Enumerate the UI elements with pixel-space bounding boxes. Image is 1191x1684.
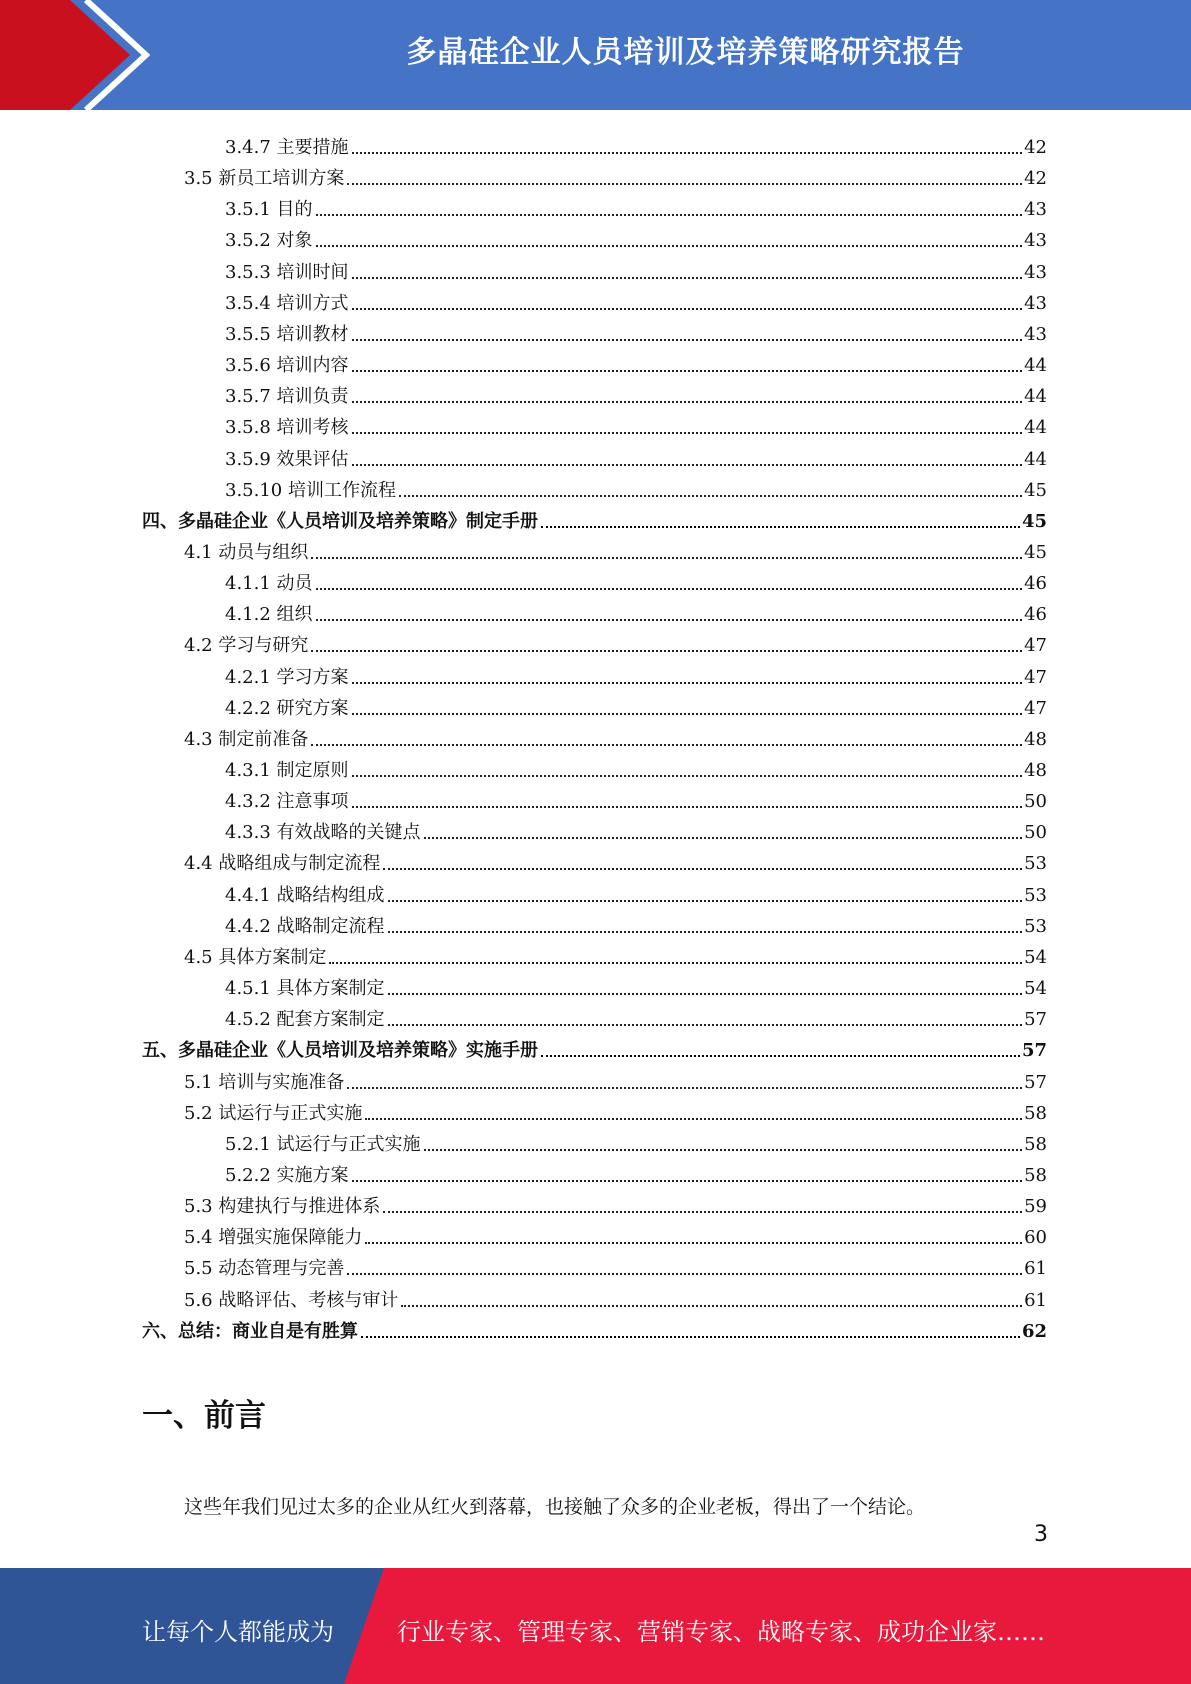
toc-entry-label: 4.3.3 有效战略的关键点 <box>225 822 421 844</box>
toc-entry-label: 4.5.2 配套方案制定 <box>225 1009 385 1031</box>
toc-entry-page: 46 <box>1024 573 1047 595</box>
toc-entry-label: 3.5.2 对象 <box>225 230 313 252</box>
toc-entry-label: 4.1.2 组织 <box>225 604 313 626</box>
toc-entry-label: 4.3.2 注意事项 <box>225 791 349 813</box>
toc-dot-leader <box>316 618 1023 621</box>
page-number: 3 <box>1034 1522 1048 1547</box>
toc-entry[interactable] <box>184 1281 1047 1312</box>
footer-slogan-left: 让每个人都能成为 <box>142 1618 334 1646</box>
toc-entry-label: 4.4.2 战略制定流程 <box>225 915 385 937</box>
toc-entry-page: 44 <box>1024 355 1047 377</box>
toc-entry[interactable] <box>184 1218 1047 1249</box>
header-chevron-decoration <box>0 0 150 110</box>
toc-entry-page: 48 <box>1024 728 1047 750</box>
toc-dot-leader <box>388 899 1023 902</box>
toc-entry-page: 53 <box>1024 884 1047 906</box>
toc-entry[interactable] <box>225 1000 1047 1031</box>
toc-entry[interactable] <box>225 377 1047 408</box>
toc-entry[interactable] <box>225 1125 1047 1156</box>
toc-entry-page: 61 <box>1024 1289 1047 1311</box>
toc-dot-leader <box>361 1335 1020 1338</box>
toc-entry[interactable] <box>225 907 1047 938</box>
toc-entry[interactable] <box>142 1312 1047 1343</box>
toc-entry-label: 四、多晶硅企业《人员培训及培养策略》制定手册 <box>142 510 538 532</box>
toc-dot-leader <box>329 961 1022 964</box>
toc-entry-page: 60 <box>1024 1227 1047 1249</box>
toc-entry-label: 五、多晶硅企业《人员培训及培养策略》实施手册 <box>142 1040 538 1062</box>
toc-entry-page: 50 <box>1024 822 1047 844</box>
toc-entry-label: 5.1 培训与实施准备 <box>184 1071 345 1093</box>
toc-dot-leader <box>541 525 1020 528</box>
toc-entry[interactable] <box>225 876 1047 907</box>
toc-dot-leader <box>352 681 1023 684</box>
toc-entry[interactable] <box>225 346 1047 377</box>
toc-entry-label: 3.5.5 培训教材 <box>225 323 349 345</box>
toc-entry-page: 59 <box>1024 1196 1047 1218</box>
toc-entry-label: 3.4.7 主要措施 <box>225 137 349 158</box>
toc-dot-leader <box>388 930 1023 933</box>
toc-dot-leader <box>316 213 1023 216</box>
toc-entry[interactable] <box>184 533 1047 564</box>
toc-dot-leader <box>352 431 1023 434</box>
toc-entry-page: 57 <box>1021 1040 1047 1062</box>
toc-dot-leader <box>347 1272 1022 1275</box>
toc-entry-page: 42 <box>1024 168 1047 190</box>
toc-entry-page: 47 <box>1024 666 1047 688</box>
toc-entry-label: 5.2.2 实施方案 <box>225 1164 349 1186</box>
toc-dot-leader <box>424 836 1023 839</box>
toc-entry[interactable] <box>225 408 1047 439</box>
toc-entry-page: 57 <box>1024 1009 1047 1031</box>
toc-entry-label: 4.3 制定前准备 <box>184 728 309 750</box>
toc-dot-leader <box>347 182 1022 185</box>
toc-entry[interactable] <box>225 440 1047 471</box>
toc-entry-label: 3.5.3 培训时间 <box>225 261 349 283</box>
toc-entry[interactable] <box>142 1031 1047 1062</box>
toc-entry-label: 4.4 战略组成与制定流程 <box>184 853 381 875</box>
toc-entry-page: 58 <box>1024 1164 1047 1186</box>
toc-entry-page: 54 <box>1024 946 1047 968</box>
toc-entry-page: 47 <box>1024 697 1047 719</box>
toc-entry-label: 5.4 增强实施保障能力 <box>184 1227 363 1249</box>
toc-entry-label: 3.5.7 培训负责 <box>225 386 349 408</box>
toc-entry-page: 42 <box>1024 137 1047 158</box>
toc-dot-leader <box>311 556 1022 559</box>
toc-entry[interactable] <box>225 471 1047 502</box>
toc-dot-leader <box>316 587 1023 590</box>
toc-entry-page: 47 <box>1024 635 1047 657</box>
toc-entry-label: 4.4.1 战略结构组成 <box>225 884 385 906</box>
toc-entry-page: 43 <box>1024 323 1047 345</box>
toc-entry[interactable] <box>184 938 1047 969</box>
toc-entry-page: 43 <box>1024 261 1047 283</box>
toc-entry-label: 5.2 试运行与正式实施 <box>184 1102 363 1124</box>
toc-entry-page: 45 <box>1024 541 1047 563</box>
toc-entry-label: 4.2 学习与研究 <box>184 635 309 657</box>
toc-entry-label: 5.5 动态管理与完善 <box>184 1258 345 1280</box>
toc-entry-label: 3.5.1 目的 <box>225 199 313 221</box>
toc-dot-leader <box>352 774 1023 777</box>
toc-entry[interactable] <box>184 1094 1047 1125</box>
toc-dot-leader <box>316 244 1023 247</box>
toc-entry-page: 58 <box>1024 1102 1047 1124</box>
toc-entry[interactable] <box>225 284 1047 315</box>
toc-entry[interactable] <box>225 221 1047 252</box>
toc-dot-leader <box>352 1179 1023 1182</box>
toc-entry[interactable] <box>184 1063 1047 1094</box>
toc-dot-leader <box>541 1054 1020 1057</box>
toc-entry-label: 4.5.1 具体方案制定 <box>225 978 385 1000</box>
toc-dot-leader <box>383 867 1022 870</box>
toc-entry-page: 43 <box>1024 199 1047 221</box>
toc-entry[interactable] <box>225 190 1047 221</box>
toc-entry-label: 4.3.1 制定原则 <box>225 760 349 781</box>
toc-entry-label: 5.6 战略评估、考核与审计 <box>184 1289 399 1311</box>
toc-entry-page: 54 <box>1024 978 1047 1000</box>
body-paragraph: 这些年我们见过太多的企业从红火到落幕，也接触了众多的企业老板，得出了一个结论。 <box>184 1496 926 1518</box>
toc-entry[interactable] <box>184 159 1047 190</box>
toc-dot-leader <box>352 712 1023 715</box>
toc-entry-label: 3.5.10 培训工作流程 <box>225 479 396 501</box>
toc-entry-label: 4.5 具体方案制定 <box>184 946 327 968</box>
toc-dot-leader <box>352 463 1023 466</box>
toc-entry-label: 4.2.2 研究方案 <box>225 697 349 719</box>
toc-entry-page: 46 <box>1024 604 1047 626</box>
toc-entry[interactable] <box>142 502 1047 533</box>
footer-slogan-right: 行业专家、管理专家、营销专家、战略专家、成功企业家…… <box>397 1618 1045 1646</box>
toc-entry-page: 57 <box>1024 1071 1047 1093</box>
toc-dot-leader <box>352 151 1023 154</box>
toc-dot-leader <box>401 1304 1022 1307</box>
toc-entry-page: 44 <box>1024 386 1047 408</box>
toc-entry[interactable] <box>225 658 1047 689</box>
toc-entry[interactable] <box>225 595 1047 626</box>
toc-entry-label: 3.5 新员工培训方案 <box>184 168 345 190</box>
toc-dot-leader <box>424 1148 1023 1151</box>
toc-dot-leader <box>399 494 1022 497</box>
toc-entry-page: 43 <box>1024 230 1047 252</box>
toc-entry-label: 3.5.4 培训方式 <box>225 292 349 314</box>
toc-entry-label: 5.2.1 试运行与正式实施 <box>225 1133 421 1155</box>
toc-dot-leader <box>365 1117 1022 1120</box>
toc-entry-label: 4.1 动员与组织 <box>184 541 309 563</box>
toc-entry[interactable] <box>184 844 1047 875</box>
report-title: 多晶硅企业人员培训及培养策略研究报告 <box>406 35 965 70</box>
toc-entry-label: 3.5.8 培训考核 <box>225 417 349 439</box>
toc-entry[interactable] <box>225 813 1047 844</box>
section-heading: 一、前言 <box>142 1398 266 1434</box>
toc-dot-leader <box>352 400 1023 403</box>
toc-dot-leader <box>352 805 1023 808</box>
toc-dot-leader <box>311 743 1022 746</box>
toc-entry-page: 45 <box>1024 479 1047 501</box>
toc-entry[interactable] <box>225 689 1047 720</box>
toc-entry[interactable] <box>184 1187 1047 1218</box>
toc-entry-page: 43 <box>1024 292 1047 314</box>
toc-entry[interactable] <box>184 720 1047 751</box>
toc-dot-leader <box>352 307 1023 310</box>
page-header <box>0 0 1191 110</box>
toc-dot-leader <box>388 992 1023 995</box>
toc-entry-page: 44 <box>1024 417 1047 439</box>
toc-entry[interactable] <box>225 1156 1047 1187</box>
toc-entry-label: 5.3 构建执行与推进体系 <box>184 1196 381 1218</box>
toc-entry[interactable] <box>225 128 1047 159</box>
toc-entry-page: 62 <box>1021 1320 1047 1342</box>
toc-entry-page: 58 <box>1024 1133 1047 1155</box>
toc-entry-page: 45 <box>1021 510 1047 532</box>
toc-entry[interactable] <box>225 969 1047 1000</box>
toc-entry[interactable] <box>225 751 1047 782</box>
toc-entry[interactable] <box>184 626 1047 657</box>
toc-entry-page: 48 <box>1024 760 1047 781</box>
toc-entry-label: 六、总结：商业自是有胜算 <box>142 1320 358 1342</box>
toc-entry[interactable] <box>225 564 1047 595</box>
toc-dot-leader <box>383 1210 1022 1213</box>
toc-entry[interactable] <box>225 315 1047 346</box>
toc-entry-page: 61 <box>1024 1258 1047 1280</box>
page-footer <box>0 1568 1191 1684</box>
toc-dot-leader <box>352 276 1023 279</box>
toc-entry-page: 53 <box>1024 915 1047 937</box>
toc-dot-leader <box>352 369 1023 372</box>
toc-dot-leader <box>352 338 1023 341</box>
toc-entry[interactable] <box>225 782 1047 813</box>
toc-entry-label: 3.5.9 效果评估 <box>225 448 349 470</box>
toc-dot-leader <box>347 1086 1022 1089</box>
toc-dot-leader <box>311 649 1022 652</box>
toc-dot-leader <box>365 1241 1022 1244</box>
toc-entry-label: 3.5.6 培训内容 <box>225 355 349 377</box>
toc-entry-page: 53 <box>1024 853 1047 875</box>
toc-entry-label: 4.2.1 学习方案 <box>225 666 349 688</box>
toc-entry-page: 50 <box>1024 791 1047 813</box>
toc-entry-label: 4.1.1 动员 <box>225 573 313 595</box>
toc-dot-leader <box>388 1023 1023 1026</box>
toc-entry[interactable] <box>184 1249 1047 1280</box>
toc-entry[interactable] <box>225 253 1047 284</box>
toc-entry-page: 44 <box>1024 448 1047 470</box>
